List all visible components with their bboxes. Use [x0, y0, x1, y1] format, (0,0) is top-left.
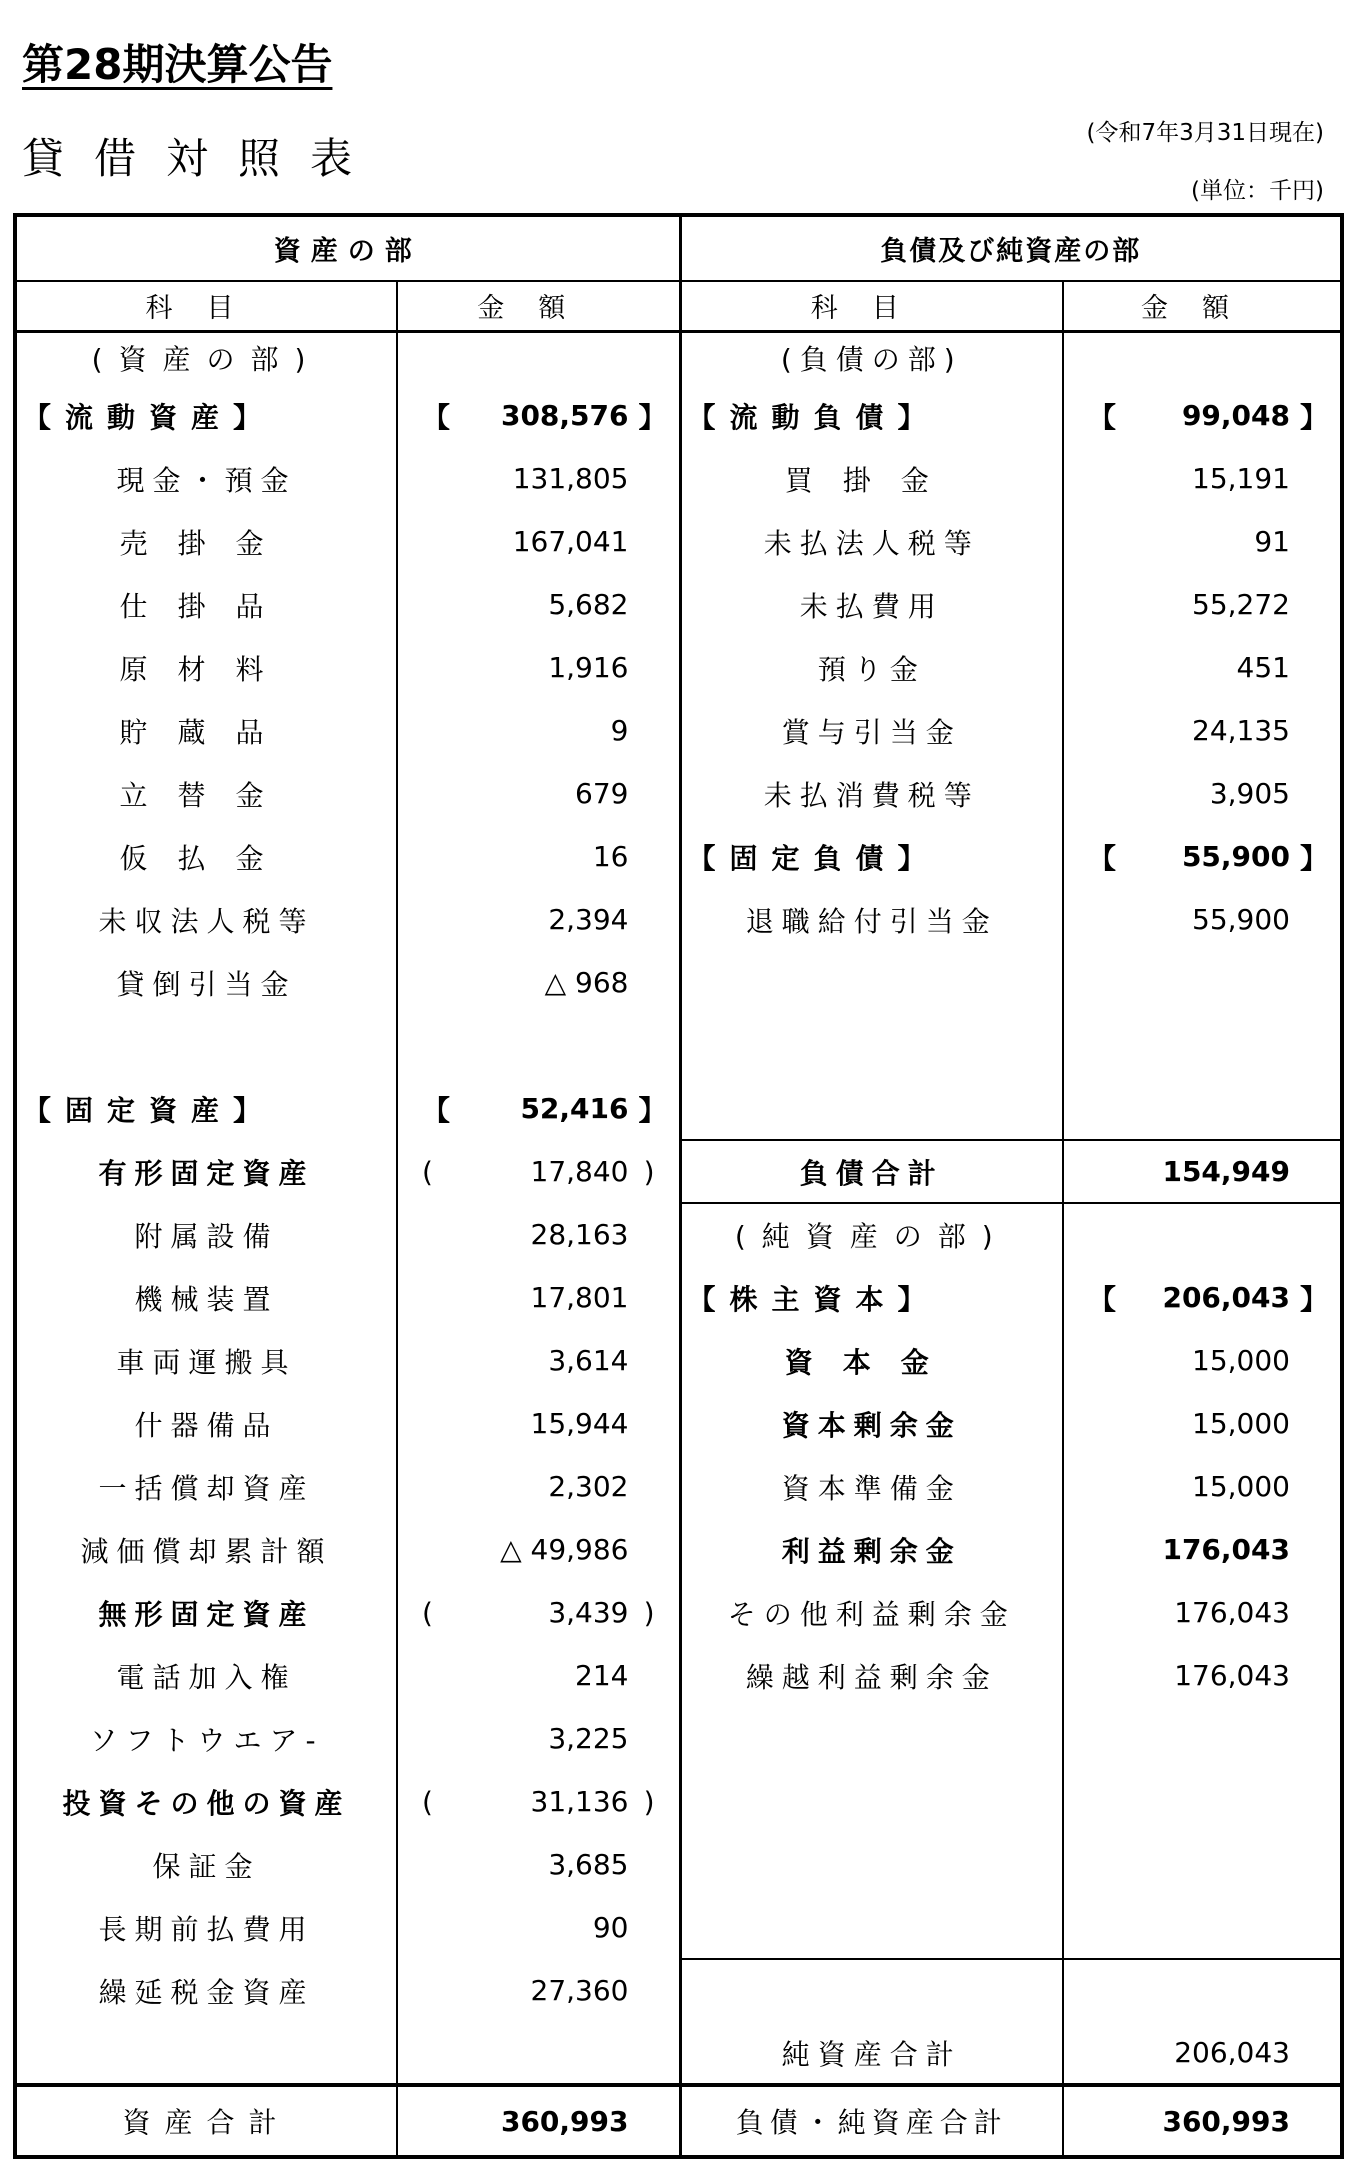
- asset-item-amount: [397, 1077, 680, 1140]
- close-bracket: 】: [1299, 400, 1328, 434]
- liability-item-amount: [1063, 825, 1342, 888]
- document-title: 貸借対照表: [22, 134, 383, 183]
- liability-item-amount: 15,000: [1063, 1455, 1342, 1518]
- asset-item-label: 貸倒引当金: [15, 951, 397, 1014]
- liability-item-label: (負債の部): [680, 331, 1063, 384]
- liability-item-label: その他利益剰余金: [680, 1581, 1063, 1644]
- as-of-date: (令和7年3月31日現在): [1086, 120, 1324, 146]
- liability-item-label: 資本剰余金: [680, 1392, 1063, 1455]
- amount-value: 17,840: [530, 1155, 629, 1188]
- asset-item-label: 仕掛品: [15, 573, 397, 636]
- col-item-header-left: 科目: [15, 281, 397, 331]
- open-paren: (: [422, 1155, 433, 1188]
- liability-item-amount: 154,949: [1063, 1140, 1342, 1203]
- asset-item-label: 【固定資産】: [15, 1077, 397, 1140]
- liability-item-amount: [1063, 1896, 1342, 1959]
- liability-item-label: 負債合計: [680, 1140, 1063, 1203]
- table-row: [15, 1707, 1342, 1770]
- asset-item-label: 貯蔵品: [15, 699, 397, 762]
- liability-item-label: [680, 1959, 1063, 2022]
- table-row: [15, 888, 1342, 951]
- liability-item-label: 未払費用: [680, 573, 1063, 636]
- open-bracket: 【: [422, 1093, 451, 1127]
- liability-item-label: 未払法人税等: [680, 510, 1063, 573]
- asset-item-label: [15, 1014, 397, 1077]
- asset-item-amount: 9: [397, 699, 680, 762]
- liability-item-label: 【固定負債】: [680, 825, 1063, 888]
- total-liabilities-equity-label: 負債・純資産合計: [680, 2085, 1063, 2157]
- asset-item-amount: [397, 1581, 680, 1644]
- table-row: [15, 1266, 1342, 1329]
- asset-item-amount: 2,302: [397, 1455, 680, 1518]
- asset-item-amount: 2,394: [397, 888, 680, 951]
- asset-item-label: 減価償却累計額: [15, 1518, 397, 1581]
- liabilities-section-header: 負債及び純資産の部: [680, 215, 1342, 281]
- open-bracket: 【: [422, 400, 451, 434]
- table-row: [15, 1077, 1342, 1140]
- table-row: [15, 2022, 1342, 2085]
- asset-item-label: 原材料: [15, 636, 397, 699]
- asset-item-label: 一括償却資産: [15, 1455, 397, 1518]
- liability-item-amount: 55,272: [1063, 573, 1342, 636]
- table-row: [15, 573, 1342, 636]
- liability-item-amount: [1063, 951, 1342, 1014]
- table-row: [15, 1644, 1342, 1707]
- asset-item-label: 投資その他の資産: [15, 1770, 397, 1833]
- liability-item-label: [680, 1896, 1063, 1959]
- liability-item-label: 【流動負債】: [680, 384, 1063, 447]
- liability-item-label: 【株主資本】: [680, 1266, 1063, 1329]
- asset-item-amount: 1,916: [397, 636, 680, 699]
- asset-item-label: 売掛金: [15, 510, 397, 573]
- asset-item-label: 有形固定資産: [15, 1140, 397, 1203]
- table-row: [15, 1014, 1342, 1077]
- liability-item-amount: 15,191: [1063, 447, 1342, 510]
- asset-item-amount: △ 968: [397, 951, 680, 1014]
- liability-item-label: [680, 1077, 1063, 1140]
- asset-item-amount: 17,801: [397, 1266, 680, 1329]
- liability-item-amount: 24,135: [1063, 699, 1342, 762]
- liability-item-label: [680, 1707, 1063, 1770]
- amount-value: 99,048: [1181, 399, 1290, 432]
- asset-item-label: 現金・預金: [15, 447, 397, 510]
- table-row: [15, 825, 1342, 888]
- close-bracket: 】: [1299, 1282, 1328, 1316]
- liability-item-label: 繰越利益剰余金: [680, 1644, 1063, 1707]
- liability-item-amount: [1063, 1203, 1342, 1266]
- table-row: [15, 699, 1342, 762]
- asset-item-amount: 90: [397, 1896, 680, 1959]
- asset-item-label: 【流動資産】: [15, 384, 397, 447]
- liability-item-amount: 206,043: [1063, 2022, 1342, 2085]
- asset-item-amount: 15,944: [397, 1392, 680, 1455]
- asset-item-label: 什器備品: [15, 1392, 397, 1455]
- amount-value: 31,136: [530, 1785, 629, 1818]
- section-header-row: [15, 215, 1342, 281]
- close-paren: ): [643, 1785, 655, 1818]
- col-amount-header-left: 金額: [397, 281, 680, 331]
- table-row: [15, 762, 1342, 825]
- table-row: [15, 1770, 1342, 1833]
- liability-item-label: 賞与引当金: [680, 699, 1063, 762]
- asset-item-label: [15, 2022, 397, 2085]
- col-amount-header-right: 金額: [1063, 281, 1342, 331]
- liability-item-amount: [1063, 1959, 1342, 2022]
- open-bracket: 【: [1088, 1282, 1117, 1316]
- table-row: [15, 1518, 1342, 1581]
- asset-item-label: 機械装置: [15, 1266, 397, 1329]
- asset-item-label: 保証金: [15, 1833, 397, 1896]
- asset-item-label: 無形固定資産: [15, 1581, 397, 1644]
- liability-item-label: [680, 951, 1063, 1014]
- liability-item-amount: [1063, 1770, 1342, 1833]
- asset-item-amount: 3,614: [397, 1329, 680, 1392]
- amount-value: 206,043: [1162, 1281, 1290, 1314]
- asset-item-label: 電話加入権: [15, 1644, 397, 1707]
- liability-item-amount: [1063, 384, 1342, 447]
- liability-item-amount: 451: [1063, 636, 1342, 699]
- liability-item-label: 資本金: [680, 1329, 1063, 1392]
- asset-item-amount: 5,682: [397, 573, 680, 636]
- liability-item-amount: [1063, 1707, 1342, 1770]
- asset-item-amount: 167,041: [397, 510, 680, 573]
- asset-item-amount: 131,805: [397, 447, 680, 510]
- table-row: [15, 447, 1342, 510]
- asset-item-label: 車両運搬具: [15, 1329, 397, 1392]
- liability-item-label: (純資産の部): [680, 1203, 1063, 1266]
- unit-note: (単位：千円): [1191, 178, 1324, 204]
- close-bracket: 】: [638, 1093, 667, 1127]
- table-row: [15, 510, 1342, 573]
- asset-item-label: 附属設備: [15, 1203, 397, 1266]
- total-assets-label: 資産合計: [15, 2085, 397, 2157]
- close-bracket: 】: [638, 400, 667, 434]
- liability-item-amount: 91: [1063, 510, 1342, 573]
- table-row: [15, 951, 1342, 1014]
- table-row: [15, 1833, 1342, 1896]
- liability-item-amount: [1063, 1014, 1342, 1077]
- close-paren: ): [643, 1596, 655, 1629]
- liability-item-label: 純資産合計: [680, 2022, 1063, 2085]
- liability-item-amount: [1063, 331, 1342, 384]
- table-row: [15, 1203, 1342, 1266]
- asset-item-label: 仮払金: [15, 825, 397, 888]
- liability-item-amount: [1063, 1266, 1342, 1329]
- asset-item-amount: [397, 1140, 680, 1203]
- table-row: [15, 1392, 1342, 1455]
- asset-item-amount: [397, 384, 680, 447]
- asset-item-label: (資産の部): [15, 331, 397, 384]
- balance-sheet-table: [13, 213, 1344, 2159]
- amount-value: 55,900: [1181, 840, 1290, 873]
- liability-item-amount: 176,043: [1063, 1518, 1342, 1581]
- table-row: [15, 331, 1342, 384]
- liability-item-label: [680, 1014, 1063, 1077]
- asset-item-label: 立替金: [15, 762, 397, 825]
- asset-item-amount: 28,163: [397, 1203, 680, 1266]
- liability-item-amount: [1063, 1077, 1342, 1140]
- close-paren: ): [643, 1155, 655, 1188]
- liability-item-amount: 3,905: [1063, 762, 1342, 825]
- liability-item-label: 買掛金: [680, 447, 1063, 510]
- liability-item-amount: 15,000: [1063, 1329, 1342, 1392]
- amount-value: 308,576: [500, 399, 629, 432]
- column-header-row: [15, 281, 1342, 331]
- asset-item-amount: 679: [397, 762, 680, 825]
- liability-item-label: 未払消費税等: [680, 762, 1063, 825]
- asset-item-label: 未収法人税等: [15, 888, 397, 951]
- table-row: [15, 1581, 1342, 1644]
- liability-item-amount: 15,000: [1063, 1392, 1342, 1455]
- asset-item-amount: 3,685: [397, 1833, 680, 1896]
- amount-value: 52,416: [520, 1092, 629, 1125]
- assets-section-header: 資産の部: [15, 215, 680, 281]
- liability-item-amount: 176,043: [1063, 1644, 1342, 1707]
- col-item-header-right: 科目: [680, 281, 1063, 331]
- asset-item-label: 繰延税金資産: [15, 1959, 397, 2022]
- asset-item-amount: 3,225: [397, 1707, 680, 1770]
- table-row: [15, 1896, 1342, 1959]
- amount-value: 3,439: [548, 1596, 629, 1629]
- open-paren: (: [422, 1785, 433, 1818]
- asset-item-amount: △ 49,986: [397, 1518, 680, 1581]
- liability-item-label: 預り金: [680, 636, 1063, 699]
- table-row: [15, 1959, 1342, 2022]
- liability-item-label: [680, 1833, 1063, 1896]
- liability-item-label: [680, 1770, 1063, 1833]
- asset-item-amount: 16: [397, 825, 680, 888]
- table-row: [15, 1455, 1342, 1518]
- close-bracket: 】: [1299, 841, 1328, 875]
- liability-item-amount: 176,043: [1063, 1581, 1342, 1644]
- total-assets-amount: 360,993: [397, 2085, 680, 2157]
- liability-item-label: 退職給付引当金: [680, 888, 1063, 951]
- open-paren: (: [422, 1596, 433, 1629]
- liability-item-amount: [1063, 1833, 1342, 1896]
- asset-item-amount: [397, 2022, 680, 2085]
- asset-item-amount: [397, 1014, 680, 1077]
- table-row: [15, 636, 1342, 699]
- asset-item-amount: 214: [397, 1644, 680, 1707]
- liability-item-amount: 55,900: [1063, 888, 1342, 951]
- liability-item-label: 資本準備金: [680, 1455, 1063, 1518]
- asset-item-label: ソフトウエア-: [15, 1707, 397, 1770]
- asset-item-amount: [397, 1770, 680, 1833]
- asset-item-amount: [397, 331, 680, 384]
- total-liabilities-equity-amount: 360,993: [1063, 2085, 1342, 2157]
- asset-item-label: 長期前払費用: [15, 1896, 397, 1959]
- asset-item-amount: 27,360: [397, 1959, 680, 2022]
- open-bracket: 【: [1088, 400, 1117, 434]
- table-row: [15, 384, 1342, 447]
- liability-item-label: 利益剰余金: [680, 1518, 1063, 1581]
- open-bracket: 【: [1088, 841, 1117, 875]
- table-row: [15, 1140, 1342, 1203]
- totals-row: [15, 2085, 1342, 2157]
- table-row: [15, 1329, 1342, 1392]
- page-heading: 第28期決算公告: [22, 40, 333, 89]
